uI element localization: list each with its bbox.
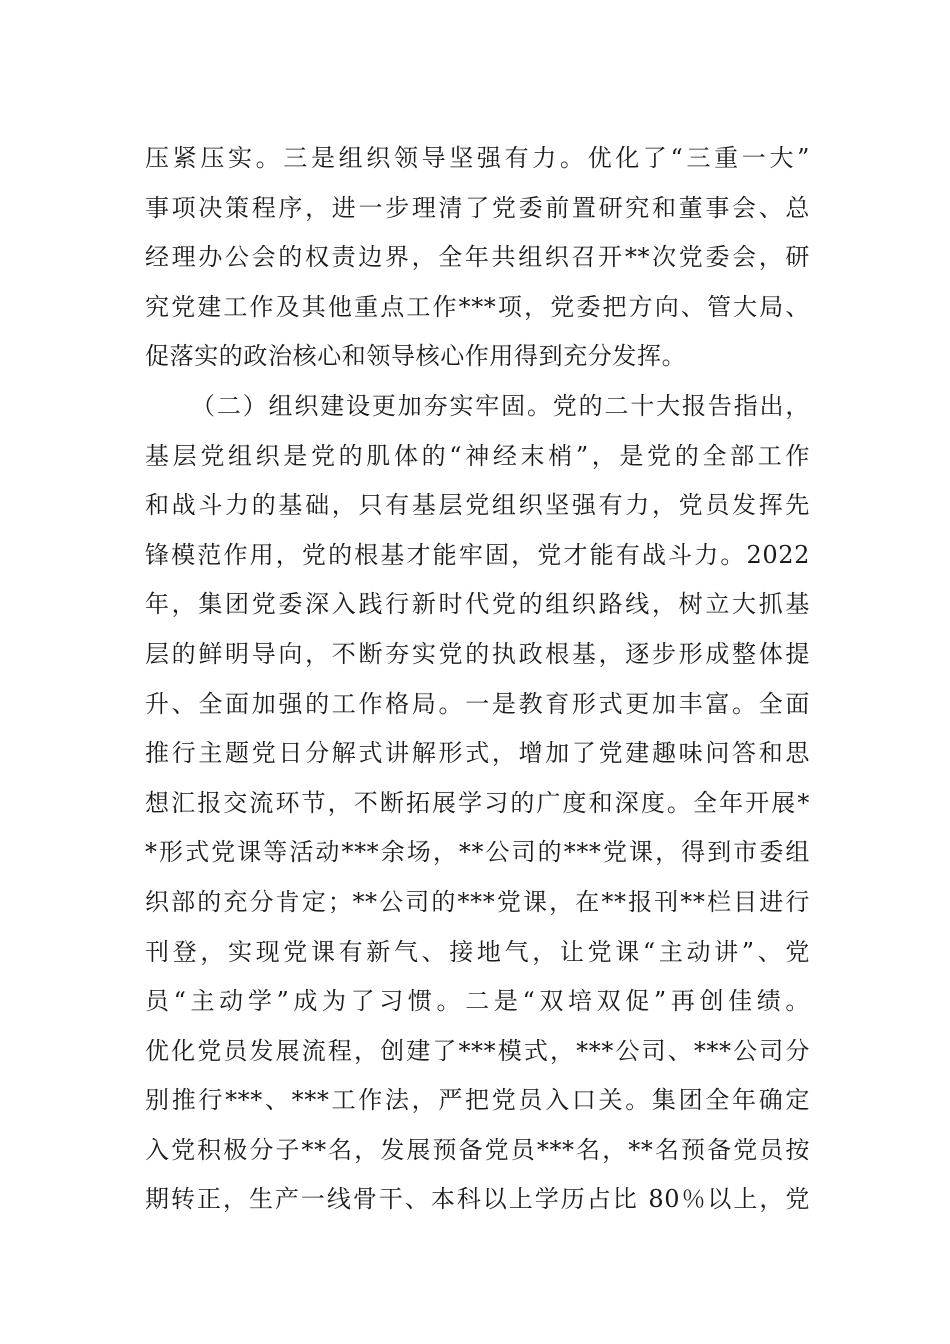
text-line: 员“主动学”成为了习惯。二是“双培双促”再创佳绩。 [145, 987, 810, 1016]
text-line: 想汇报交流环节，不断拓展学习的广度和深度。全年开展* [145, 788, 810, 817]
text-line: 优化党员发展流程，创建了***模式，***公司、***公司分 [145, 1036, 810, 1065]
text-line: 压紧压实。三是组织领导坚强有力。优化了“三重一大” [145, 144, 810, 172]
text-line: 锋模范作用，党的根基才能牢固，党才能有战斗力。2022 [145, 540, 810, 569]
text-line: 期转正，生产一线骨干、本科以上学历占比 80％以上，党 [145, 1185, 810, 1214]
text-line: 基层党组织是党的肌体的“神经末梢”，是党的全部工作 [145, 441, 810, 470]
body-text [145, 134, 810, 1225]
section-heading-line: （二）组织建设更加夯实牢固。党的二十大报告指出， [191, 391, 810, 420]
paragraph-end-line: 促落实的政治核心和领导核心作用得到充分发挥。 [145, 342, 687, 371]
text-line: 织部的充分肯定；**公司的***党课，在**报刊**栏目进行 [145, 887, 810, 916]
text-line: 升、全面加强的工作格局。一是教育形式更加丰富。全面 [145, 689, 810, 718]
text-line: 究党建工作及其他重点工作***项，党委把方向、管大局、 [145, 292, 810, 321]
text-line: 入党积极分子**名，发展预备党员***名，**名预备党员按 [145, 1135, 810, 1164]
text-line: 事项决策程序，进一步理清了党委前置研究和董事会、总 [145, 193, 810, 222]
text-line: 推行主题党日分解式讲解形式，增加了党建趣味问答和思 [145, 739, 810, 768]
text-line: 层的鲜明导向，不断夯实党的执政根基，逐步形成整体提 [145, 639, 810, 668]
text-line: 经理办公会的权责边界，全年共组织召开**次党委会，研 [145, 243, 810, 272]
text-line: *形式党课等活动***余场，**公司的***党课，得到市委组 [145, 838, 810, 867]
text-line: 和战斗力的基础，只有基层党组织坚强有力，党员发挥先 [145, 491, 810, 520]
text-line: 刊登，实现党课有新气、接地气，让党课“主动讲”、党 [145, 937, 810, 966]
text-line: 别推行***、***工作法，严把党员入口关。集团全年确定 [145, 1086, 810, 1115]
text-line: 年，集团党委深入践行新时代党的组织路线，树立大抓基 [145, 590, 810, 619]
